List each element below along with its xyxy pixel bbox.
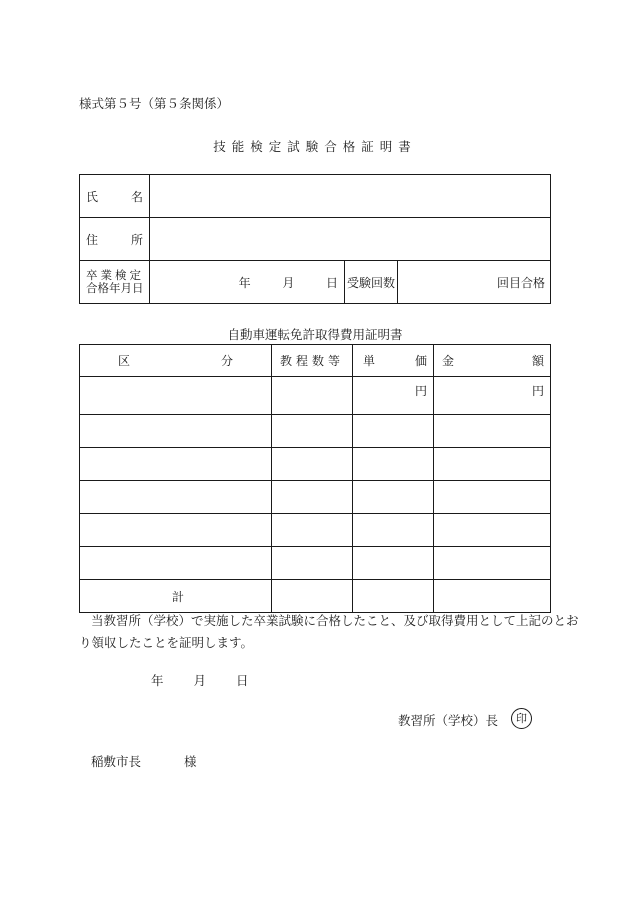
- name-field[interactable]: [150, 175, 551, 218]
- graduation-row: [80, 261, 551, 304]
- amount-cell[interactable]: [434, 481, 551, 514]
- certification-text: 当教習所（学校）で実施した卒業試験に合格したこと、及び取得費用として上記のとお り領収したことを証明します。: [79, 613, 579, 650]
- amount-cell[interactable]: [434, 377, 551, 415]
- unit-price-yen: 円: [414, 384, 427, 398]
- category-cell[interactable]: [80, 448, 272, 481]
- amount-cell[interactable]: [434, 448, 551, 481]
- amount-cell[interactable]: [434, 514, 551, 547]
- name-label-2: 名: [130, 189, 143, 204]
- unit-price-header-2: 価: [414, 354, 427, 368]
- course-count-cell[interactable]: [272, 377, 353, 415]
- applicant-table: [79, 174, 551, 304]
- table-row: [80, 514, 551, 547]
- category-cell[interactable]: [80, 514, 272, 547]
- form-number: 様式第５号（第５条関係）: [79, 96, 230, 111]
- issue-date: [151, 671, 275, 689]
- category-header-1: 区: [118, 354, 131, 368]
- issue-month-label: 月: [193, 673, 207, 688]
- amount-header-1: 金: [442, 354, 455, 368]
- document-title: 技能検定試験合格証明書: [213, 139, 417, 154]
- graduation-day-label: 日: [325, 275, 338, 290]
- pass-suffix: 回目合格: [496, 275, 545, 290]
- exam-count-field[interactable]: [398, 261, 551, 304]
- unit-price-cell[interactable]: [353, 514, 434, 547]
- unit-price-cell[interactable]: [353, 415, 434, 448]
- seal-mark: 印: [511, 708, 532, 729]
- category-cell[interactable]: [80, 547, 272, 580]
- total-unit-price-cell[interactable]: [353, 580, 434, 613]
- honorific: 様: [184, 754, 197, 769]
- fee-table-title: 自動車運転免許取得費用証明書: [227, 327, 403, 342]
- course-count-cell[interactable]: [272, 547, 353, 580]
- amount-header-2: 額: [531, 354, 544, 368]
- address-label-2: 所: [130, 232, 143, 247]
- addressee-name: 稲敷市長: [91, 754, 142, 769]
- amount-cell[interactable]: [434, 547, 551, 580]
- category-header-2: 分: [220, 354, 233, 368]
- amount-cell[interactable]: [434, 415, 551, 448]
- unit-price-cell[interactable]: [353, 481, 434, 514]
- category-cell[interactable]: [80, 481, 272, 514]
- amount-yen: 円: [531, 384, 544, 398]
- unit-price-cell[interactable]: [353, 547, 434, 580]
- course-count-cell[interactable]: [272, 514, 353, 547]
- unit-price-cell[interactable]: [353, 448, 434, 481]
- issue-year-label: 年: [151, 673, 164, 688]
- table-row: [80, 448, 551, 481]
- category-cell[interactable]: [80, 415, 272, 448]
- course-count-cell[interactable]: [272, 448, 353, 481]
- fee-header-row: [80, 345, 551, 377]
- principal-signature: 教習所（学校）長: [398, 713, 499, 728]
- fee-table: [79, 344, 551, 613]
- addressee: [91, 752, 197, 770]
- table-row: [80, 377, 551, 415]
- course-count-cell[interactable]: [272, 415, 353, 448]
- unit-price-header-1: 単: [363, 354, 376, 368]
- table-row: [80, 547, 551, 580]
- category-cell[interactable]: [80, 377, 272, 415]
- issue-day-label: 日: [236, 673, 249, 688]
- address-label-1: 住: [86, 232, 99, 247]
- graduation-year-label: 年: [238, 275, 251, 290]
- graduation-date-label: 卒業検定 合格年月日: [80, 261, 150, 304]
- course-count-cell[interactable]: [272, 481, 353, 514]
- total-amount-cell[interactable]: [434, 580, 551, 613]
- address-row: [80, 218, 551, 261]
- course-count-header: 教程数等: [272, 345, 353, 377]
- graduation-date-field[interactable]: [150, 261, 345, 304]
- total-label: 計: [80, 580, 272, 613]
- exam-count-label: 受験回数: [345, 261, 398, 304]
- table-row: [80, 415, 551, 448]
- name-label-1: 氏: [86, 189, 99, 204]
- total-course-count-cell[interactable]: [272, 580, 353, 613]
- table-row: [80, 481, 551, 514]
- unit-price-cell[interactable]: [353, 377, 434, 415]
- address-field[interactable]: [150, 218, 551, 261]
- graduation-month-label: 月: [282, 275, 295, 290]
- total-row: [80, 580, 551, 613]
- name-row: [80, 175, 551, 218]
